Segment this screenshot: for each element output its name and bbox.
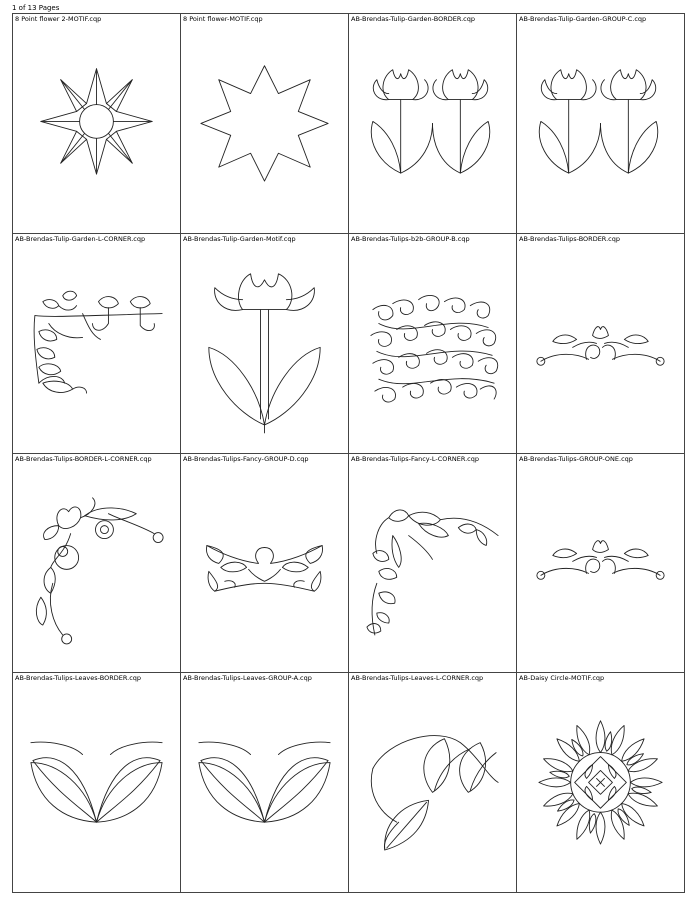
pattern-filename: AB-Brendas-Tulip-Garden-L-CORNER.cqp xyxy=(15,234,146,243)
page-count: 1 of 13 Pages xyxy=(12,4,60,12)
pattern-filename: AB-Brendas-Tulips-Leaves-GROUP-A.cqp xyxy=(183,674,312,683)
pattern-cell[interactable] xyxy=(13,234,181,454)
tulips-border-thumbnail xyxy=(517,244,684,453)
pattern-cell[interactable] xyxy=(13,673,181,893)
tulips-leaves-group-thumbnail xyxy=(181,683,348,892)
pattern-cell[interactable] xyxy=(181,14,349,234)
pattern-cell[interactable] xyxy=(517,234,685,454)
pattern-filename: AB-Brendas-Tulip-Garden-Motif.cqp xyxy=(183,234,296,243)
pattern-cell[interactable] xyxy=(349,673,517,893)
pattern-cell[interactable] xyxy=(517,454,685,674)
pattern-cell[interactable] xyxy=(181,234,349,454)
pattern-filename: AB-Brendas-Tulip-Garden-GROUP-C.cqp xyxy=(519,15,647,23)
pattern-filename: AB-Daisy Circle-MOTIF.cqp xyxy=(519,674,605,683)
pattern-cell[interactable] xyxy=(13,14,181,234)
tulips-leaves-border-thumbnail xyxy=(13,683,180,892)
pattern-filename: AB-Brendas-Tulips-Leaves-L-CORNER.cqp xyxy=(351,674,484,683)
pattern-cell[interactable] xyxy=(181,673,349,893)
pattern-filename: AB-Brendas-Tulips-Fancy-L-CORNER.cqp xyxy=(351,454,480,463)
tulips-fancy-corner-thumbnail xyxy=(349,464,516,673)
pattern-filename: AB-Brendas-Tulips-BORDER.cqp xyxy=(519,234,620,243)
pattern-cell[interactable] xyxy=(349,234,517,454)
pattern-filename: AB-Brendas-Tulips-Leaves-BORDER.cqp xyxy=(15,674,142,683)
eight-point-flower-motif-thumbnail xyxy=(13,24,180,233)
tulips-leaves-corner-thumbnail xyxy=(349,683,516,892)
eight-point-star-motif-thumbnail xyxy=(181,24,348,233)
daisy-circle-motif-thumbnail xyxy=(517,683,684,892)
pattern-filename: AB-Brendas-Tulip-Garden-BORDER.cqp xyxy=(351,15,475,23)
pattern-cell[interactable] xyxy=(181,454,349,674)
pattern-filename: AB-Brendas-Tulips-GROUP-ONE.cqp xyxy=(519,454,633,463)
tulips-b2b-group-thumbnail xyxy=(349,244,516,453)
tulips-fancy-group-thumbnail xyxy=(181,464,348,673)
pattern-cell[interactable] xyxy=(349,454,517,674)
pattern-cell[interactable] xyxy=(517,14,685,234)
pattern-cell[interactable] xyxy=(517,673,685,893)
pattern-filename: AB-Brendas-Tulips-Fancy-GROUP-D.cqp xyxy=(183,454,309,463)
tulip-garden-motif-thumbnail xyxy=(181,244,348,453)
pattern-filename: 8 Point flower 2-MOTIF.cqp xyxy=(15,15,102,23)
tulips-group-one-thumbnail xyxy=(517,464,684,673)
tulip-garden-corner-thumbnail xyxy=(13,244,180,453)
pattern-grid xyxy=(12,13,685,893)
tulip-garden-border-thumbnail xyxy=(349,24,516,233)
pattern-filename: AB-Brendas-Tulips-b2b-GROUP-B.cqp xyxy=(351,234,470,243)
pattern-cell[interactable] xyxy=(13,454,181,674)
pattern-filename: AB-Brendas-Tulips-BORDER-L-CORNER.cqp xyxy=(15,454,152,463)
pattern-cell[interactable] xyxy=(349,14,517,234)
pattern-filename: 8 Point flower-MOTIF.cqp xyxy=(183,15,263,23)
tulip-garden-group-thumbnail xyxy=(517,24,684,233)
tulips-border-corner-thumbnail xyxy=(13,464,180,673)
